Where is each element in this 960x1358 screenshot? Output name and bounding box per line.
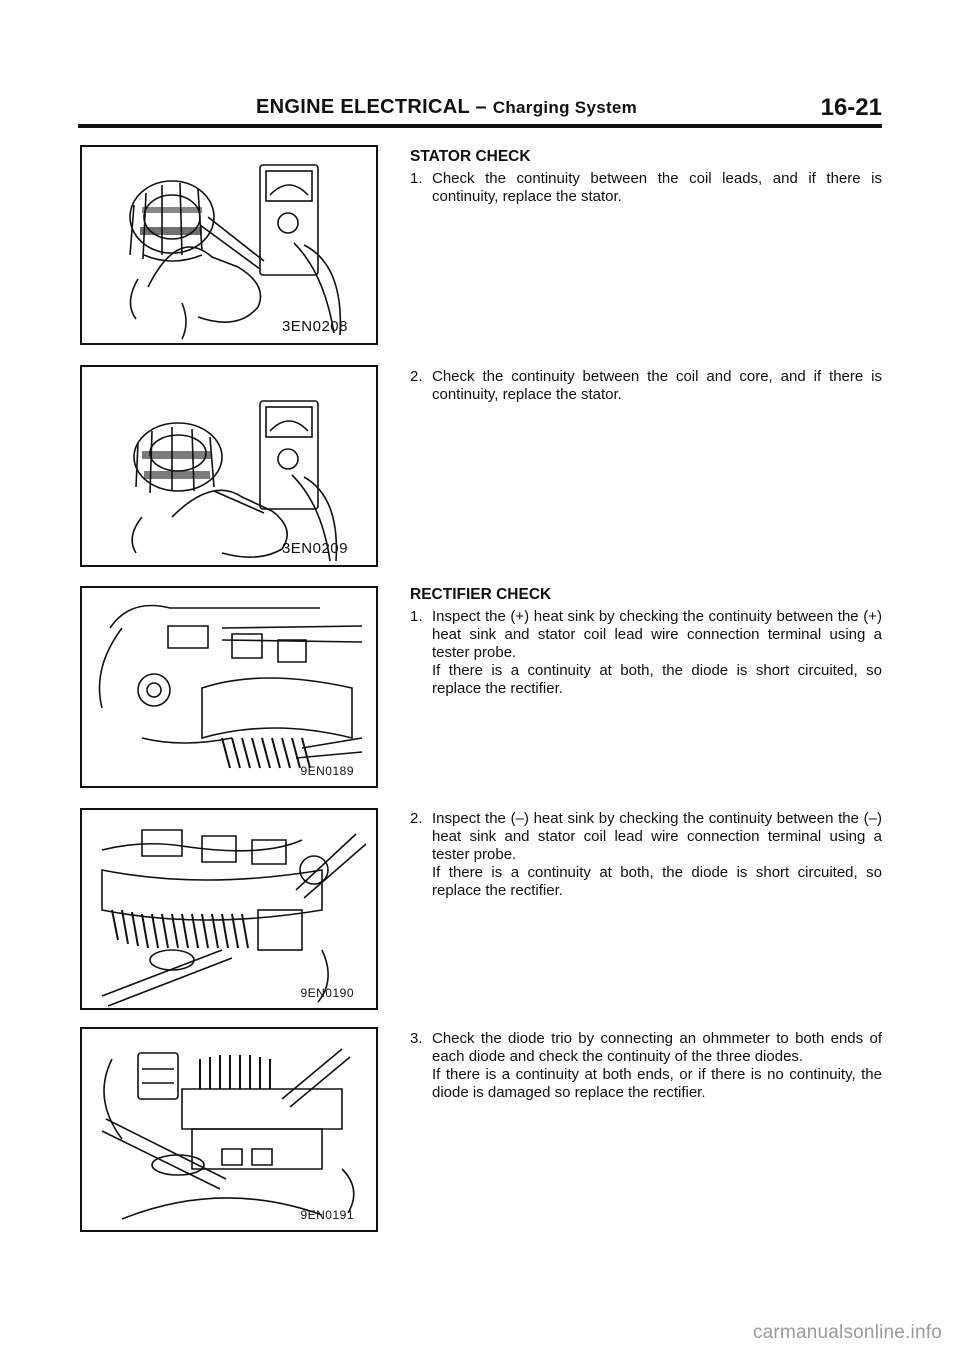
figure-caption: 9EN0191 bbox=[300, 1208, 354, 1222]
step-text-followup: If there is a continuity at both, the diode is short circuited, so replace the rectifier. bbox=[432, 662, 882, 697]
figure-positive-heat-sink bbox=[80, 586, 378, 788]
figure-stator-leads bbox=[80, 145, 378, 345]
stator-step-2-block bbox=[410, 368, 882, 404]
rectifier-step-2-block bbox=[410, 810, 882, 900]
step-text: Inspect the (+) heat sink by checking the continuity between the (+) heat sink and stator coil lead wire connection terminal using a tester probe. bbox=[432, 608, 882, 661]
rectifier-step-3-block bbox=[410, 1030, 882, 1102]
figure-caption: 9EN0189 bbox=[300, 764, 354, 778]
rectifier-probe-illustration bbox=[82, 588, 376, 786]
title-separator: – bbox=[469, 96, 493, 118]
step-text-followup: If there is a continuity at both ends, or if there is no continuity, the diode is damaged so replace the rectifier. bbox=[432, 1066, 882, 1101]
rectifier-negative-probe-illustration bbox=[82, 810, 376, 1008]
figure-diode-trio bbox=[80, 1027, 378, 1232]
watermark: carmanualsonline.info bbox=[752, 1322, 942, 1343]
ohmmeter-stator-core-illustration bbox=[82, 367, 376, 565]
header-divider bbox=[78, 124, 882, 128]
title-sub: Charging System bbox=[492, 98, 638, 117]
section-title: RECTIFIER CHECK bbox=[410, 586, 552, 603]
section-title: STATOR CHECK bbox=[410, 148, 531, 165]
ohmmeter-stator-illustration bbox=[82, 147, 376, 343]
step-number: 1. bbox=[410, 170, 423, 187]
figure-caption: 3EN0209 bbox=[281, 540, 348, 557]
figure-negative-heat-sink bbox=[80, 808, 378, 1010]
step-text: Inspect the (–) heat sink by checking the continuity between the (–) heat sink and stator coil lead wire connection terminal using a tester probe. bbox=[432, 810, 882, 863]
diode-trio-probe-illustration bbox=[82, 1029, 376, 1230]
step-text: Check the diode trio by connecting an ohmmeter to both ends of each diode and check the continuity of the three diodes. bbox=[432, 1030, 882, 1065]
step-number: 2. bbox=[410, 368, 423, 385]
step-number: 3. bbox=[410, 1030, 423, 1047]
rectifier-step-1 bbox=[410, 608, 882, 698]
figure-stator-core bbox=[80, 365, 378, 567]
figure-caption: 9EN0190 bbox=[300, 986, 354, 1000]
step-text: Check the continuity between the coil leads, and if there is continuity, replace the stator. bbox=[432, 170, 882, 205]
stator-step-1 bbox=[410, 170, 882, 206]
rectifier-step-2 bbox=[410, 810, 882, 900]
page-title bbox=[256, 96, 637, 119]
step-number: 1. bbox=[410, 608, 423, 625]
figure-caption: 3EN0208 bbox=[281, 318, 348, 335]
stator-step-2 bbox=[410, 368, 882, 404]
stator-check-section bbox=[410, 148, 882, 206]
rectifier-check-section bbox=[410, 586, 882, 698]
step-text: Check the continuity between the coil and core, and if there is continuity, replace the stator. bbox=[432, 368, 882, 403]
page-number: 16-21 bbox=[820, 94, 882, 121]
step-number: 2. bbox=[410, 810, 423, 827]
step-text-followup: If there is a continuity at both, the diode is short circuited, so replace the rectifier. bbox=[432, 864, 882, 899]
rectifier-step-3 bbox=[410, 1030, 882, 1102]
title-main: ENGINE ELECTRICAL bbox=[256, 96, 470, 118]
